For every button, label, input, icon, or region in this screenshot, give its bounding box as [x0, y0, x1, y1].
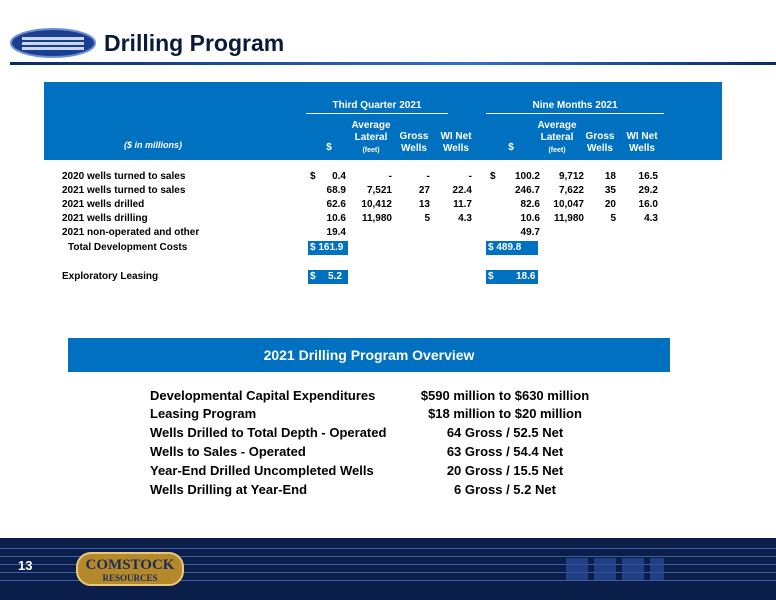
- col-gross-wells-q3: Gross Wells: [399, 131, 429, 154]
- overview-item: Wells Drilled to Total Depth - Operated 64 Gross / 52.5 Net: [150, 425, 564, 440]
- svg-text:COMSTOCK: COMSTOCK: [85, 557, 175, 573]
- total-row: Total Development Costs $ 161.9 $ 489.8: [44, 241, 722, 255]
- title-divider: [10, 62, 776, 65]
- period-q3-2021: Third Quarter 2021: [306, 100, 448, 114]
- leasing-9m-box: $ 18.6: [486, 270, 538, 284]
- leasing-row: Exploratory Leasing $ 5.2 $ 18.6: [44, 270, 722, 284]
- overview-title-bar: 2021 Drilling Program Overview: [68, 338, 670, 372]
- col-gross-wells-9m: Gross Wells: [585, 131, 615, 154]
- comstock-logo: [76, 552, 184, 586]
- overview-item: Year-End Drilled Uncompleted Wells 20 Gross / 15.5 Net: [150, 463, 564, 478]
- table-row: 2021 wells turned to sales 68.9 7,521 27 22.4 246.7 7,622 35 29.2: [62, 185, 658, 196]
- table-header: [44, 82, 722, 160]
- leasing-q3-box: $ 5.2: [308, 270, 348, 284]
- page-number: 13: [18, 558, 33, 573]
- total-9m-box: $ 489.8: [486, 241, 538, 255]
- total-q3-box: $ 161.9: [308, 241, 348, 255]
- col-dollar-q3: $: [326, 142, 332, 153]
- table-row: 2021 wells drilled 62.6 10,412 13 11.7 82.6 10,047 20 16.0: [62, 199, 658, 210]
- col-wi-net-wells-q3: WI Net Wells: [440, 131, 472, 154]
- table-row: 2021 wells drilling 10.6 11,980 5 4.3 10.6 11,980 5 4.3: [62, 213, 658, 224]
- overview-item: Leasing Program $18 million to $20 million: [150, 406, 582, 421]
- overview-item: Developmental Capital Expenditures $590 million to $630 million: [150, 388, 590, 403]
- units-label: ($ in millions): [124, 140, 183, 150]
- col-dollar-9m: $: [508, 142, 514, 153]
- overview-item: Wells Drilling at Year-End 6 Gross / 5.2 Net: [150, 482, 556, 497]
- footer-emblem: [566, 554, 666, 584]
- svg-text:RESOURCES: RESOURCES: [102, 573, 158, 583]
- page-title: Drilling Program: [104, 30, 285, 56]
- col-wi-net-wells-9m: WI Net Wells: [626, 131, 658, 154]
- drilling-table: [44, 82, 722, 304]
- col-avg-lateral-q3: Average Lateral (feet): [351, 120, 391, 154]
- period-nine-months-2021: Nine Months 2021: [486, 100, 664, 114]
- company-logo: [10, 28, 96, 58]
- table-row: 2020 wells turned to sales $ 0.4 - - - $ 100.2 9,712 18 16.5: [62, 171, 658, 182]
- table-row: 2021 non-operated and other 19.4 49.7: [62, 227, 540, 238]
- col-avg-lateral-9m: Average Lateral (feet): [537, 120, 577, 154]
- overview-item: Wells to Sales - Operated 63 Gross / 54.4 Net: [150, 444, 564, 459]
